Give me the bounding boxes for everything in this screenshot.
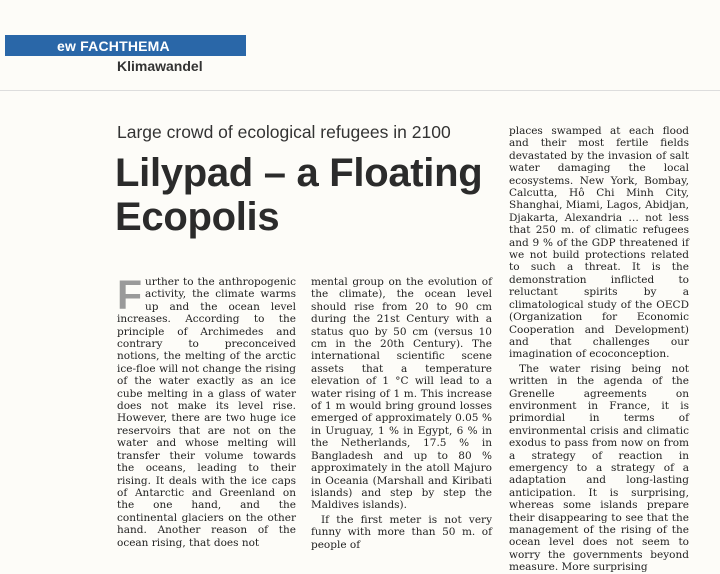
drop-cap: F bbox=[117, 272, 143, 318]
paragraph bbox=[117, 272, 296, 549]
header-divider bbox=[0, 90, 720, 91]
section-label: Klimawandel bbox=[117, 58, 203, 74]
paragraph: The water rising being not written in the agenda of the Grenelle agreements on environment in France, it is primordial in terms of environmental crisis and climatic exodus to pass from now on from a strategy of reaction in emergency to a strategy of a adaptation and long-lasting anticipation. It is surprising, whereas some islands prepare their disappearing to see that the management of the rising of the ocean level does not seem to worry the governments beyond measure. More surprising bbox=[509, 362, 689, 574]
paragraph: If the first meter is not very funny with more than 50 m. of people of bbox=[311, 513, 492, 551]
article-kicker: Large crowd of ecological refugees in 2100 bbox=[117, 122, 451, 142]
article-column-2 bbox=[311, 276, 492, 551]
paragraph: places swamped at each flood and their most fertile fields devastated by the invasion of salt water damaging the local ecosystems. New York, Bombay, Calcutta, Hô Chi Minh City, Shanghai, Miami, Lagos, Abidjan, Djakarta, Alexandria … not less that 250 m. of climatic refugees and 9 % of the GDP threatened if we not build protections related to such a threat. It is the demonstration inflicted to reluctant spirits by a climatological study of the OECD (Organization for Economic Cooperation and Development) and that challenges our imagination of ecoconception. bbox=[509, 125, 689, 361]
article-title-line-1: Lilypad – a Floating bbox=[115, 151, 483, 195]
article-title-line-2: Ecopolis bbox=[115, 195, 280, 239]
article-column-1 bbox=[117, 272, 296, 549]
article-title bbox=[115, 151, 500, 239]
magazine-brand: ew FACHTHEMA bbox=[57, 37, 170, 54]
section-header-bar bbox=[5, 35, 246, 56]
paragraph: mental group on the evolution of the climate), the ocean level should rise from 20 to 90 cm during the 21st Century with a status quo by 50 cm (versus 10 cm in the 20th Century). The international scientific scene assets that a temperature elevation of 1 °C will lead to a water rising of 1 m. This increase of 1 m would bring ground losses emerged of approximately 0.05 % in Uruguay, 1 % in Egypt, 6 % in the Netherlands, 17.5 % in Bangladesh and up to 80 % approximately in the atoll Majuro in Oceania (Marshall and Kiribati islands) and step by step the Maldives islands). bbox=[311, 276, 492, 512]
paragraph-text: urther to the anthropogenic activity, the climate warms up and the ocean level increases. According to the principle of Archimedes and contrary to preconceived notions, the melting of the arctic ice-floe will not change the rising of the water exactly as an ice cube melting in a glass of water does not make its level rise. However, there are two huge ice reservoirs that are not on the water and whose melting will transfer their volume towards the oceans, leading to their rising. It deals with the ice caps of Antarctic and Greenland on the one hand, and the continental glaciers on the other hand. Another reason of the ocean rising, that does not bbox=[117, 276, 296, 549]
article-column-3 bbox=[509, 125, 689, 574]
